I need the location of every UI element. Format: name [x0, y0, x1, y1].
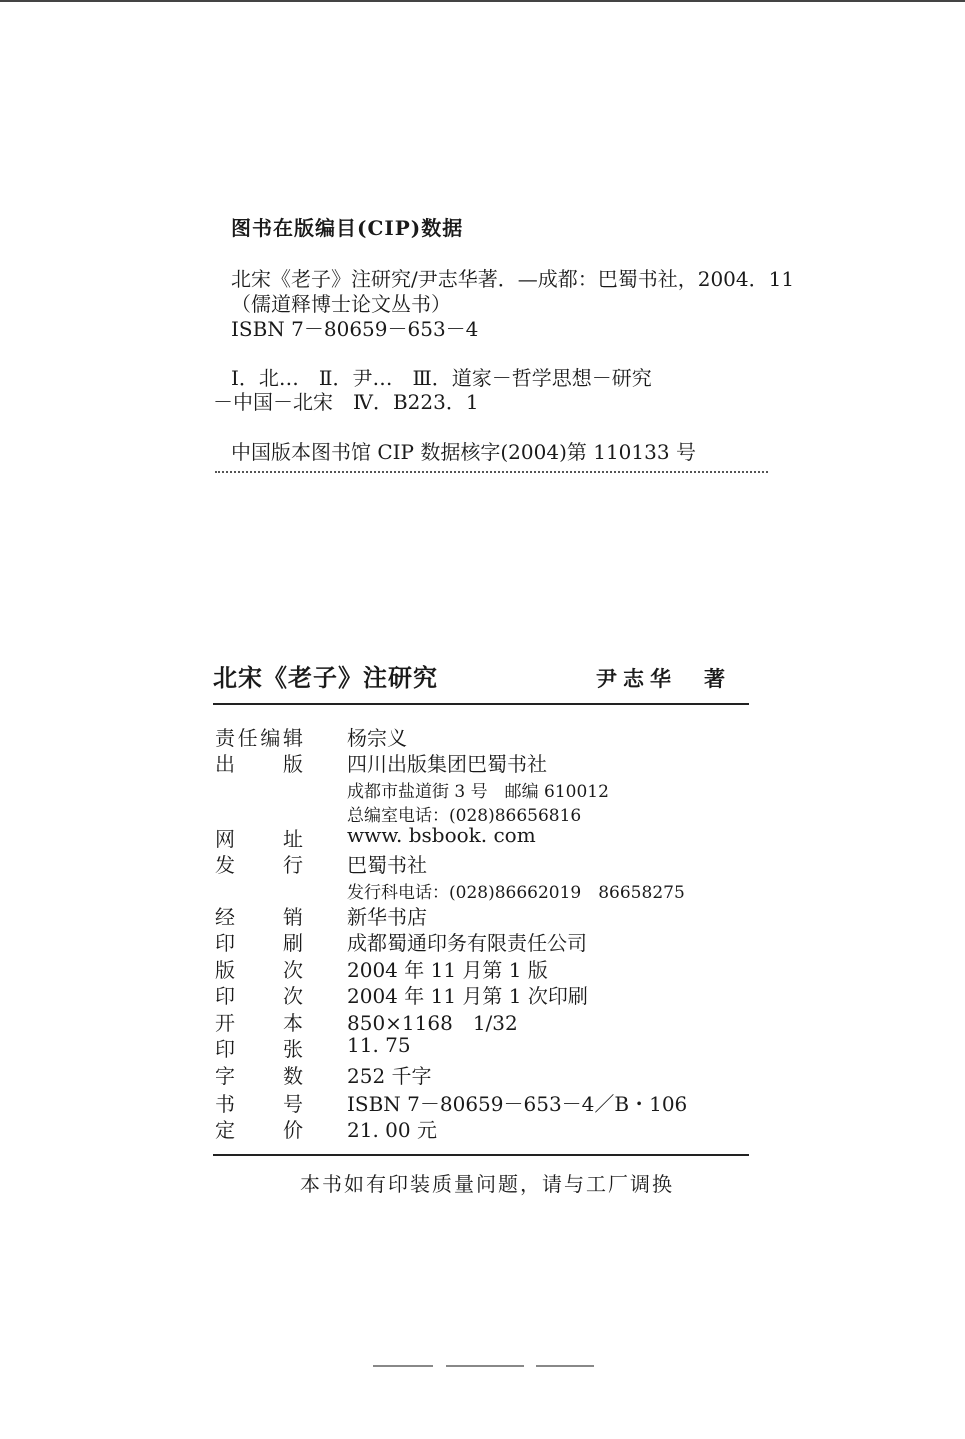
scan-artifact: [446, 1365, 524, 1367]
cip-classification: Ⅰ．北… Ⅱ．尹… Ⅲ．道家－哲学思想－研究: [231, 366, 652, 390]
colophon-label: [215, 927, 303, 956]
colophon-label: [215, 980, 303, 1009]
colophon-label: [215, 1033, 303, 1062]
colophon-label-char: 址: [283, 827, 303, 851]
colophon-label-char: 印: [215, 984, 235, 1008]
colophon-label-char: 版: [215, 958, 235, 982]
colophon-label-char: 网: [215, 827, 235, 851]
colophon-label: [215, 901, 303, 930]
colophon-label-char: 号: [283, 1092, 303, 1116]
colophon-value: 杨宗义: [347, 726, 407, 750]
colophon-value: 成都蜀通印务有限责任公司: [347, 931, 587, 955]
scan-artifact: [373, 1365, 433, 1367]
colophon-value: 21. 00 元: [347, 1118, 437, 1142]
colophon-value: 发行科电话：(028)86662019 86658275: [347, 883, 685, 903]
book-author: 尹志华 著: [596, 666, 731, 691]
colophon-label-char: 本: [283, 1011, 303, 1035]
colophon-label-char: 刷: [283, 931, 303, 955]
colophon-value: 四川出版集团巴蜀书社: [347, 752, 547, 776]
colophon-label-char: 编: [260, 726, 281, 750]
book-title: 北宋《老子》注研究: [213, 663, 438, 692]
cip-verification: 中国版本图书馆 CIP 数据核字(2004)第 110133 号: [231, 440, 696, 464]
colophon-label: [215, 1007, 303, 1036]
quality-notice: 本书如有印装质量问题，请与工厂调换: [300, 1172, 674, 1196]
colophon-value: 252 千字: [347, 1064, 432, 1088]
cip-line: （儒道释博士论文丛书）: [231, 292, 451, 316]
colophon-label-char: 开: [215, 1011, 235, 1035]
colophon-label-char: 销: [283, 905, 303, 929]
colophon-value: 新华书店: [347, 905, 427, 929]
colophon-label-char: 出: [215, 752, 235, 776]
colophon-label: [215, 954, 303, 983]
colophon-label: [215, 823, 303, 852]
colophon-label-char: 数: [283, 1064, 303, 1088]
colophon-label-char: 经: [215, 905, 235, 929]
colophon-value: 11. 75: [347, 1033, 411, 1057]
colophon-bottom-rule: [213, 1154, 749, 1156]
colophon-label-char: 书: [215, 1092, 235, 1116]
colophon-label: [215, 1088, 303, 1117]
dotted-divider: [215, 471, 768, 473]
cip-line: 北宋《老子》注研究/尹志华著．—成都：巴蜀书社，2004．11: [231, 267, 795, 291]
colophon-label-char: 责: [215, 726, 235, 750]
colophon-label: [215, 849, 303, 878]
colophon-value: 2004 年 11 月第 1 次印刷: [347, 984, 588, 1008]
cip-isbn: ISBN 7－80659－653－4: [231, 317, 479, 341]
colophon-label-char: 次: [283, 984, 303, 1008]
colophon-label-char: 版: [283, 752, 303, 776]
colophon-label-char: 辑: [282, 726, 303, 750]
colophon-label-char: 定: [215, 1118, 235, 1142]
colophon-label-char: 张: [283, 1037, 303, 1061]
colophon-value: ISBN 7－80659－653－4／B・106: [347, 1092, 688, 1116]
cip-heading: 图书在版编目(CIP)数据: [231, 216, 464, 240]
colophon-label: [215, 1060, 303, 1089]
colophon-value: 成都市盐道街 3 号 邮编 610012: [347, 782, 609, 802]
colophon-value: www. bsbook. com: [347, 823, 536, 847]
colophon-value: 850×1168 1/32: [347, 1011, 518, 1035]
colophon-label-char: 字: [215, 1064, 235, 1088]
colophon-label: [215, 1114, 303, 1143]
cip-classification: －中国－北宋 Ⅳ．B223．1: [213, 390, 479, 414]
colophon-label-char: 印: [215, 1037, 235, 1061]
scan-top-edge: [0, 0, 965, 2]
colophon-label-char: 行: [283, 853, 303, 877]
colophon-label-char: 任: [237, 726, 258, 750]
colophon-value: 巴蜀书社: [347, 853, 427, 877]
colophon-label: [215, 748, 303, 777]
colophon-label-char: 发: [215, 853, 235, 877]
colophon-label-char: 印: [215, 931, 235, 955]
colophon-value: 2004 年 11 月第 1 版: [347, 958, 548, 982]
scan-artifact: [536, 1365, 594, 1367]
colophon-label-char: 价: [283, 1118, 303, 1142]
colophon-value: 总编室电话：(028)86656816: [347, 806, 582, 826]
colophon-label-char: 次: [283, 958, 303, 982]
colophon-label: [215, 722, 303, 751]
colophon-top-rule: [213, 703, 749, 705]
